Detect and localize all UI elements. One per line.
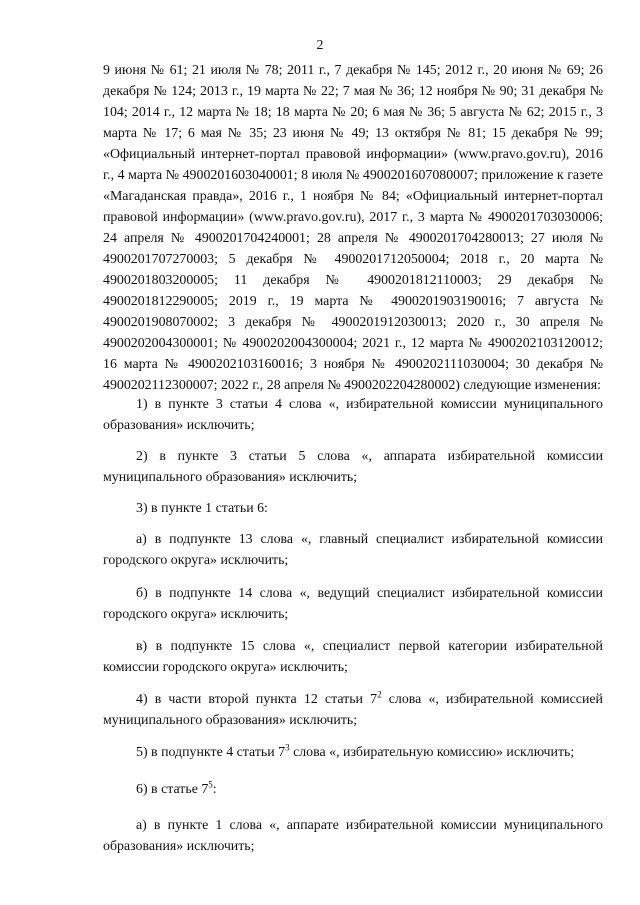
item-4-before: 4) в части второй пункта 12 статьи 7 (136, 692, 378, 707)
item-6-superscript: 5 (208, 779, 213, 790)
item-6 (103, 779, 603, 800)
item-3a: а) в подпункте 13 слова «, главный специалист избирательной комиссии городского округа» исключить; (103, 532, 603, 568)
item-3b: б) в подпункте 14 слова «, ведущий специалист избирательной комиссии городского округа» исключить; (103, 586, 603, 622)
item-4 (103, 689, 603, 731)
item-4-after: слова «, избирательной комиссией муниципального образования» исключить; (103, 692, 603, 728)
item-6-after: : (212, 782, 217, 797)
page-number: 2 (316, 38, 324, 53)
item-3: 3) в пункте 1 статьи 6: (136, 501, 268, 516)
item-6a: а) в пункте 1 слова «, аппарате избирательной комиссии муниципального образования» исключить; (103, 818, 603, 854)
item-3c: в) в подпункте 15 слова «, специалист первой категории избирательной комиссии городского округа» исключить; (103, 639, 603, 675)
item-5-superscript: 3 (285, 742, 290, 753)
item-5-before: 5) в подпункте 4 статьи 7 (136, 745, 286, 760)
item-6-before: 6) в статье 7 (136, 782, 209, 797)
item-5-after: слова «, избирательную комиссию» исключить; (289, 745, 575, 760)
intro-paragraph: 9 июня № 61; 21 июля № 78; 2011 г., 7 декабря № 145; 2012 г., 20 июня № 69; 26 декабря № 124; 2013 г., 19 марта № 22; 7 мая № 36; 12 ноября № 90; 31 декабря № 104; 2014 г., 12 марта № 18; 18 марта № 20; 6 мая № 36; 5 августа № 62; 2015 г., 3 марта № 17; 6 мая № 35; 23 июня № 49; 13 октября № 81; 15 декабря № 99; «Официальный интернет-портал правовой информации» (www.pravo.gov.ru), 2016 г., 4 марта № 4900201603040001; 8 июля № 4900201607080007; приложение к газете «Магаданская правда», 2016 г., 1 ноября № 84; «Официальный интернет-портал правовой информации» (www.pravo.gov.ru), 2017 г., 3 марта № 4900201703030006; 24 апреля № 4900201704240001; 28 апреля № 4900201704280013; 27 июля № 4900201707270003; 5 декабря № 4900201712050004; 2018 г., 20 марта № 4900201803200005; 11 декабря № 4900201812110003; 29 декабря № 4900201812290005; 2019 г., 19 марта № 4900201903190016; 7 августа № 4900201908070002; 3 декабря № 4900201912030013; 2020 г., 30 апреля № 4900202004300001; № 4900202004300004; 2021 г., 12 марта № 4900202103120012; 16 марта № 4900202103160016; 3 ноября № 4900202111030004; 30 декабря № 4900202112300007; 2022 г., 28 апреля № 4900202204280002) следующие изменения: (103, 63, 603, 393)
item-2: 2) в пункте 3 статьи 5 слова «, аппарата избирательной комиссии муниципального образования» исключить; (103, 449, 603, 485)
item-1: 1) в пункте 3 статьи 4 слова «, избирательной комиссии муниципального образования» исключить; (103, 397, 603, 433)
item-4-superscript: 2 (377, 689, 382, 700)
item-5 (103, 742, 603, 763)
